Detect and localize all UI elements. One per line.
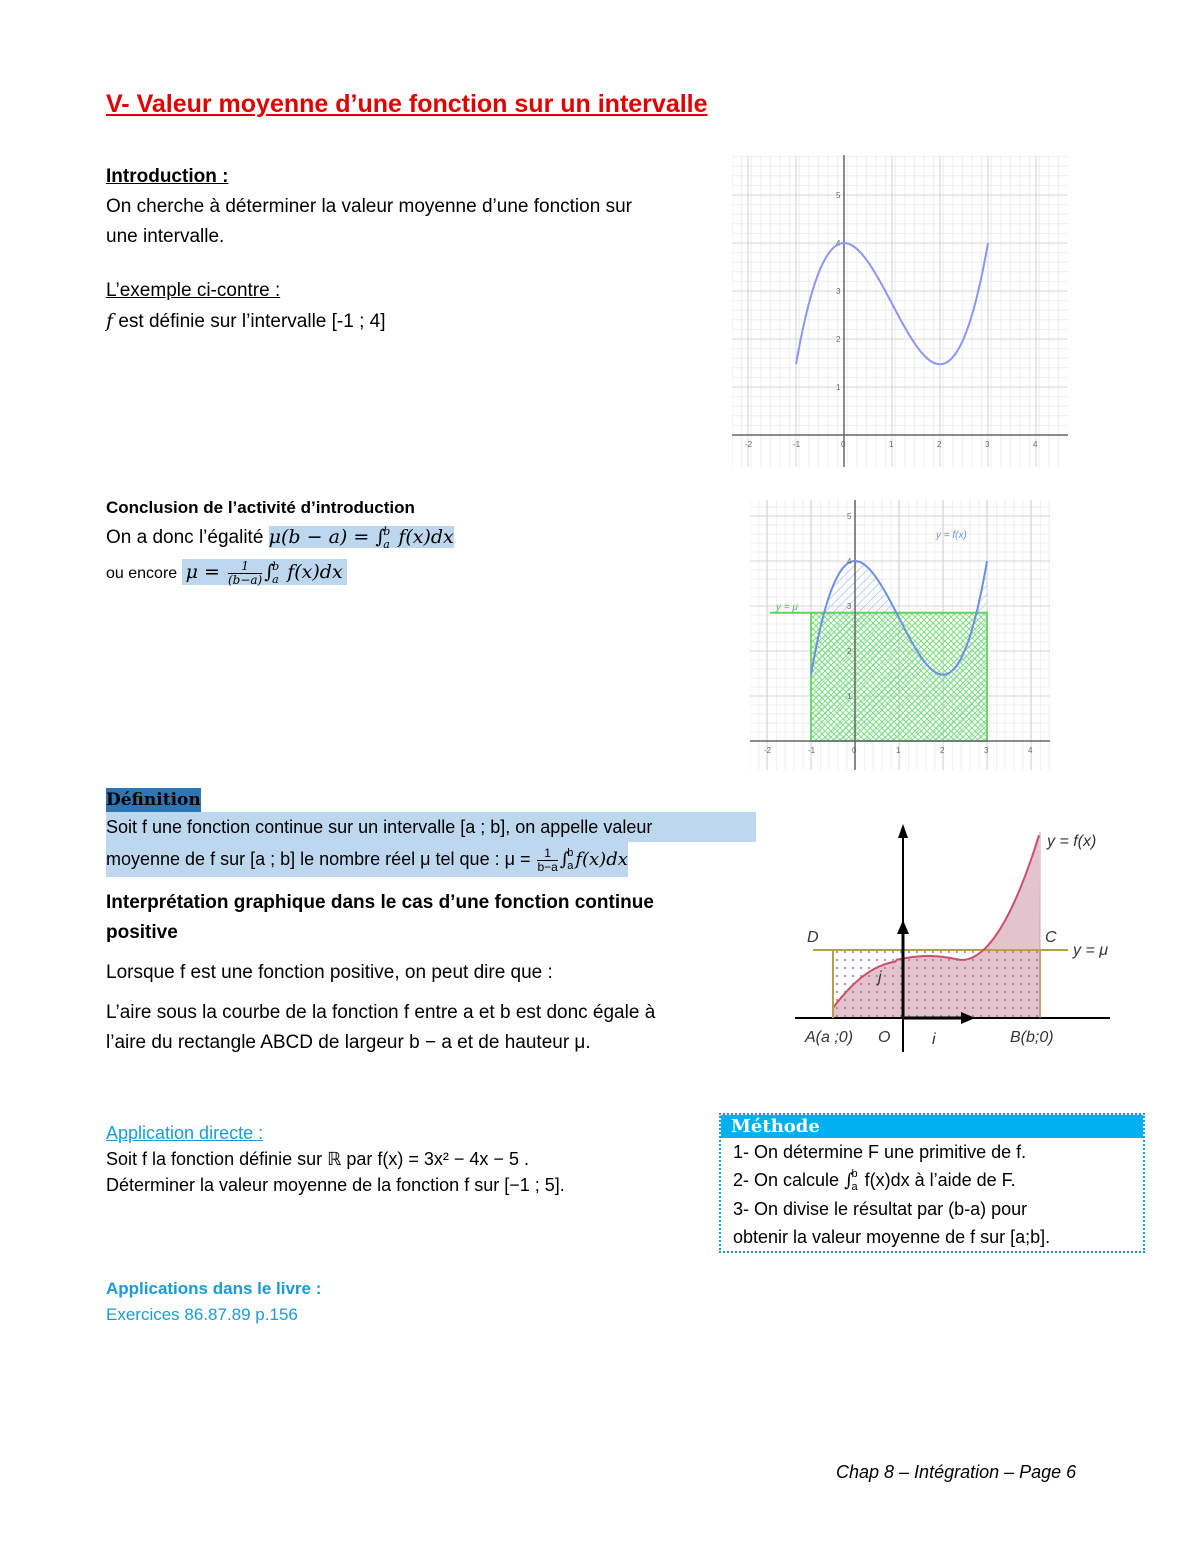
conclusion-section bbox=[106, 495, 726, 592]
y-axis-arrow bbox=[898, 824, 908, 838]
integral-sign: ∫ bbox=[264, 561, 275, 583]
methode-box bbox=[719, 1113, 1145, 1253]
x-tick-label: 2 bbox=[937, 440, 942, 449]
rectangle-abcd bbox=[833, 950, 1040, 1018]
x-tick-label: 3 bbox=[985, 440, 990, 449]
methode-line-2-tail: f(x)dx à l’aide de F. bbox=[859, 1170, 1016, 1190]
mu-prefix: ou encore bbox=[106, 565, 182, 582]
definition-section bbox=[106, 788, 756, 877]
definition-limit-a: a bbox=[567, 860, 574, 873]
methode-limits bbox=[851, 1168, 857, 1194]
definition-frac-den: b−a bbox=[537, 859, 558, 874]
livre-heading: Applications dans le livre : bbox=[106, 1279, 322, 1298]
x-tick-label: 4 bbox=[1033, 440, 1038, 449]
methode-limit-b: b bbox=[851, 1168, 858, 1181]
y-tick-label: 4 bbox=[836, 239, 841, 248]
definition-frac-num: 1 bbox=[537, 847, 557, 861]
fraction-num: 1 bbox=[228, 560, 262, 574]
label-d: D bbox=[807, 929, 819, 946]
conclusion-heading: Conclusion de l’activité d’introduction bbox=[106, 498, 415, 517]
methode-integral: ∫ bbox=[844, 1170, 854, 1191]
intro-heading: Introduction : bbox=[106, 166, 229, 187]
x-tick-label: -2 bbox=[745, 440, 753, 449]
graph-rectangle-abcd bbox=[795, 822, 1125, 1054]
conclusion-mu bbox=[106, 554, 726, 592]
methode-line-4: obtenir la valeur moyenne de f sur [a;b]. bbox=[733, 1227, 1051, 1247]
page-title: V- Valeur moyenne d’une fonction sur un intervalle bbox=[106, 90, 708, 118]
x-tick-label: 2 bbox=[940, 746, 945, 755]
y-tick-label: 5 bbox=[847, 512, 852, 521]
equality-formula bbox=[268, 525, 454, 551]
methode-header: Méthode bbox=[721, 1115, 1143, 1138]
graph-mean-value bbox=[750, 500, 1050, 770]
y-tick-label: 2 bbox=[836, 335, 841, 344]
mean-rectangle-overlay bbox=[811, 613, 987, 741]
mu-formula bbox=[182, 559, 347, 585]
x-tick-label: -1 bbox=[808, 746, 816, 755]
limit-b: b bbox=[383, 525, 391, 538]
intro-line-1: On cherche à déterminer la valeur moyenne d’une fonction sur bbox=[106, 196, 632, 217]
label-a: A(a ;0) bbox=[805, 1029, 854, 1046]
definition-line-2 bbox=[106, 842, 628, 877]
interpretation-line-3: l’aire du rectangle ABCD de largeur b − a et de hauteur μ. bbox=[106, 1032, 591, 1053]
definition-limits bbox=[567, 847, 573, 873]
example-f: f bbox=[106, 310, 114, 332]
equality-formula-right: f(x)dx bbox=[392, 526, 454, 548]
intro-line-2: une intervalle. bbox=[106, 226, 225, 247]
x-tick-label: 0 bbox=[841, 440, 846, 449]
y-tick-label: 1 bbox=[836, 383, 841, 392]
label-i: i bbox=[932, 1031, 936, 1048]
interpretation-line-1: Lorsque f est une fonction positive, on peut dire que : bbox=[106, 962, 553, 983]
definition-integrand: f(x)dx bbox=[575, 849, 628, 870]
application-line-1: Soit f la fonction définie sur ℝ par f(x) = 3x² − 4x − 5 . bbox=[106, 1149, 529, 1169]
vector-j-arrow bbox=[897, 920, 909, 934]
application-heading: Application directe : bbox=[106, 1123, 264, 1143]
definition-label: Définition bbox=[106, 790, 201, 810]
label-j: j bbox=[878, 969, 882, 986]
definition-line-2-text: moyenne de f sur [a ; b] le nombre réel μ tel que : μ = bbox=[106, 849, 536, 869]
y-tick-label: 2 bbox=[847, 647, 852, 656]
methode-line-2 bbox=[721, 1166, 1143, 1195]
integral-limits bbox=[383, 525, 390, 551]
interpretation-heading-1: Interprétation graphique dans le cas d’une fonction continue bbox=[106, 892, 654, 913]
fraction-den: (b−a) bbox=[227, 572, 263, 587]
integral-limits-2 bbox=[272, 560, 279, 586]
curve-label: y = f(x) bbox=[1047, 833, 1097, 850]
example-heading: L’exemple ci-contre : bbox=[106, 280, 281, 301]
graph-function-f bbox=[732, 155, 1068, 467]
methode-line-1: 1- On détermine F une primitive de f. bbox=[733, 1142, 1027, 1162]
limit-a: a bbox=[383, 538, 390, 551]
x-tick-label: 1 bbox=[896, 746, 901, 755]
methode-line-3: 3- On divise le résultat par (b-a) pour bbox=[733, 1199, 1028, 1219]
mu-label: y = μ bbox=[1073, 942, 1108, 959]
x-tick-label: 0 bbox=[852, 746, 857, 755]
application-line-2: Déterminer la valeur moyenne de la fonction f sur [−1 ; 5]. bbox=[106, 1175, 565, 1195]
y-tick-label: 4 bbox=[847, 557, 852, 566]
methode-limit-a: a bbox=[851, 1181, 858, 1194]
livre-section bbox=[106, 1276, 321, 1328]
equality-prefix: On a donc l’égalité bbox=[106, 527, 269, 548]
definition-fraction bbox=[537, 847, 557, 874]
interpretation-heading-2: positive bbox=[106, 922, 178, 943]
interpretation-line-2: L’aire sous la courbe de la fonction f entre a et b est donc égale à bbox=[106, 1002, 656, 1023]
x-tick-label: 4 bbox=[1028, 746, 1033, 755]
x-tick-label: 3 bbox=[984, 746, 989, 755]
methode-line-2-prefix: 2- On calcule bbox=[733, 1170, 845, 1190]
label-b: B(b;0) bbox=[1010, 1029, 1054, 1046]
y-tick-label: 5 bbox=[836, 191, 841, 200]
definition-integral: ∫ bbox=[559, 849, 570, 870]
limit-b-2: b bbox=[272, 560, 280, 573]
example-line bbox=[106, 306, 726, 337]
definition-line-1: Soit f une fonction continue sur un intervalle [a ; b], on appelle valeur bbox=[106, 812, 756, 842]
example-text: est définie sur l’intervalle [-1 ; 4] bbox=[113, 311, 386, 332]
y-tick-label: 1 bbox=[847, 692, 852, 701]
y-tick-label: 3 bbox=[847, 602, 852, 611]
integrand: f(x)dx bbox=[281, 561, 343, 583]
x-tick-label: 1 bbox=[889, 440, 894, 449]
conclusion-equality bbox=[106, 521, 726, 554]
page-footer: Chap 8 – Intégration – Page 6 bbox=[836, 1462, 1077, 1482]
definition-limit-b: b bbox=[567, 847, 574, 860]
x-tick-label: -2 bbox=[764, 746, 772, 755]
curve-label: y = f(x) bbox=[936, 530, 967, 541]
interpretation-section bbox=[106, 888, 756, 1058]
intro-section bbox=[106, 162, 726, 337]
y-tick-label: 3 bbox=[836, 287, 841, 296]
equality-formula-left: μ(b − a) = ∫ bbox=[268, 526, 386, 548]
label-c: C bbox=[1045, 929, 1057, 946]
limit-a-2: a bbox=[272, 573, 279, 586]
mu-label: y = μ bbox=[776, 601, 798, 613]
mu-fraction bbox=[228, 560, 262, 587]
mu-symbol: μ = bbox=[185, 561, 226, 583]
x-tick-label: -1 bbox=[793, 440, 801, 449]
livre-line: Exercices 86.87.89 p.156 bbox=[106, 1305, 298, 1324]
label-o: O bbox=[878, 1029, 891, 1046]
application-section bbox=[106, 1120, 706, 1198]
